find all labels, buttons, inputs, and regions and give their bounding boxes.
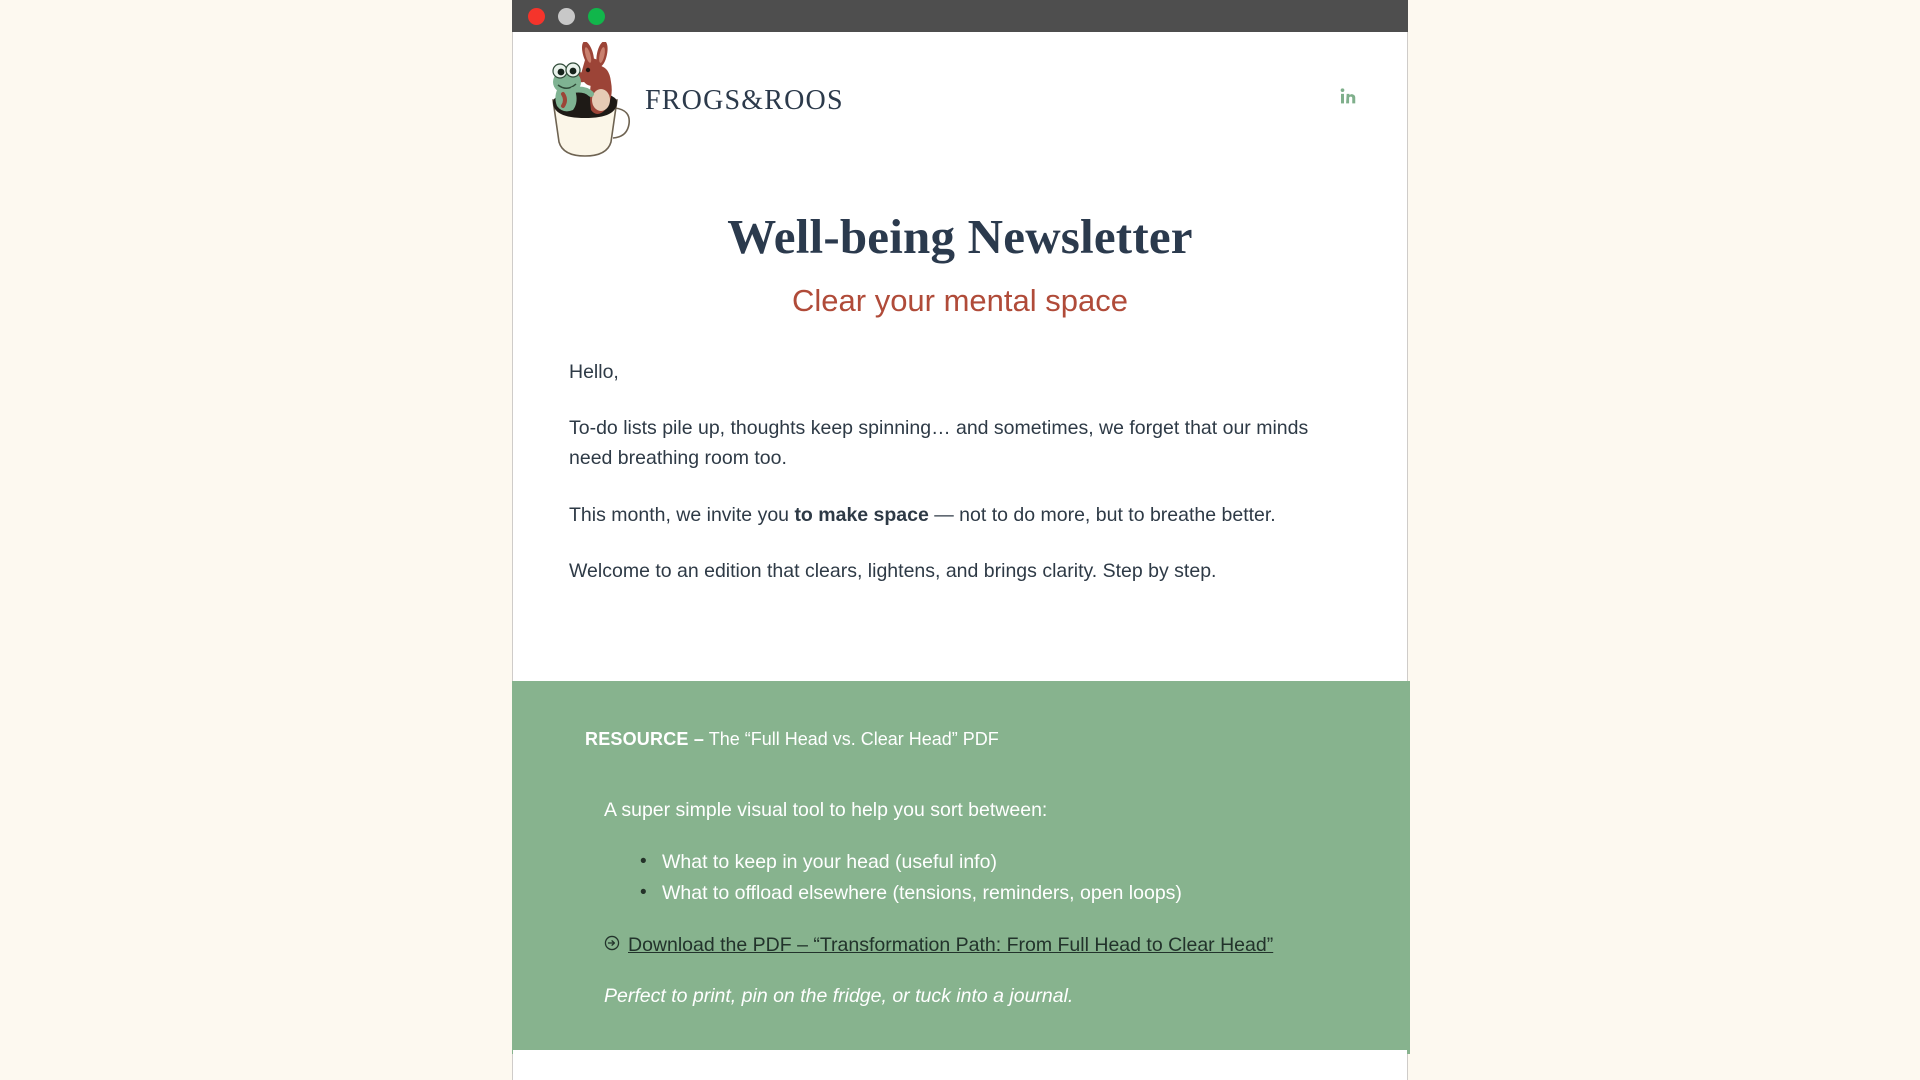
page-subtitle: Clear your mental space (792, 283, 1128, 318)
download-row[interactable] (604, 934, 1354, 957)
greeting-text: Hello, (569, 361, 619, 383)
body-copy (513, 319, 1407, 586)
linkedin-icon[interactable] (1337, 84, 1361, 108)
intro-paragraph: To-do lists pile up, thoughts keep spinning… and sometimes, we forget that our minds need breathing room too. (569, 417, 1309, 470)
list-item: • What to offload elsewhere (tensions, reminders, open loops) (640, 878, 1354, 908)
download-pdf-link[interactable]: Download the PDF – “Transformation Path: From Full Head to Clear Head” (628, 933, 1274, 956)
frogs-and-roos-logo-icon (539, 42, 631, 160)
resource-label: RESOURCE – (585, 729, 705, 749)
resource-note: Perfect to print, pin on the fridge, or tuck into a journal. (604, 984, 1074, 1007)
welcome-paragraph: Welcome to an edition that clears, lightens, and brings clarity. Step by step. (569, 559, 1217, 582)
card-bottom-strip (513, 1050, 1407, 1080)
invite-emphasis: to make space (794, 503, 929, 526)
brand-name: FROGS&ROOS (645, 85, 844, 116)
invite-paragraph (569, 500, 1351, 530)
invite-pre: This month, we invite you (569, 503, 795, 526)
minimize-button[interactable] (558, 8, 575, 25)
list-item: • What to keep in your head (useful info) (640, 847, 1354, 877)
resource-panel (512, 681, 1410, 1054)
browser-window (512, 0, 1408, 1080)
close-button[interactable] (528, 8, 545, 25)
newsletter-header (513, 32, 1407, 152)
resource-lead-text: A super simple visual tool to help you sort between: (604, 799, 1048, 822)
circle-arrow-download-icon (604, 935, 620, 956)
maximize-button[interactable] (588, 8, 605, 25)
window-titlebar (512, 0, 1408, 32)
resource-list (640, 847, 1354, 907)
invite-post: — not to do more, but to breathe better. (928, 503, 1276, 526)
title-block (513, 152, 1407, 319)
page-title: Well-being Newsletter (727, 209, 1193, 264)
resource-heading (585, 727, 1354, 752)
newsletter-card (512, 32, 1408, 1080)
resource-heading-text: The “Full Head vs. Clear Head” PDF (704, 729, 999, 749)
